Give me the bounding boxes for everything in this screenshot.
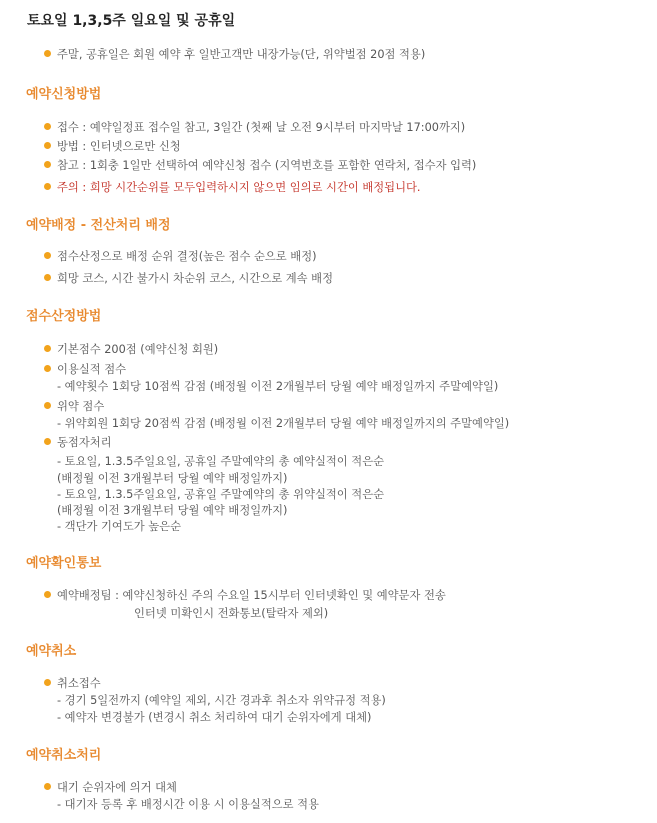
sub-item: - 예약횟수 1회당 10점씩 감점 (배정월 이전 2개월부터 당월 예약 배정일까지 주말예약일) bbox=[57, 380, 499, 393]
sub-item-continuation: (배정월 이전 3개월부터 당월 예약 배정일까지) bbox=[57, 504, 288, 517]
bullet-icon bbox=[44, 365, 51, 372]
bullet-icon bbox=[44, 123, 51, 130]
bullet-icon bbox=[44, 161, 51, 168]
list-item-text: 대기 순위자에 의거 대체 bbox=[57, 781, 177, 794]
sub-item: - 토요일, 1.3.5주일요일, 공휴일 주말예약의 총 예약실적이 적은순 bbox=[57, 455, 385, 468]
bullet-icon bbox=[44, 50, 51, 57]
list-item-text: 참고 : 1회충 1일만 선택하여 예약신청 접수 (지역번호를 포함한 연락처, 접수자 입력) bbox=[57, 159, 477, 172]
page-title: 토요일 1,3,5주 일요일 및 공휴일 bbox=[27, 13, 236, 29]
section-heading-cancel: 예약취소 bbox=[26, 644, 77, 659]
section-heading-apply: 예약신청방법 bbox=[26, 87, 102, 102]
bullet-icon bbox=[44, 345, 51, 352]
sub-item: - 객단가 기여도가 높은순 bbox=[57, 520, 181, 533]
list-item-text: 위약 점수 bbox=[57, 400, 105, 413]
list-item-text: 방법 : 인터넷으로만 신청 bbox=[57, 140, 181, 153]
warning-text: 주의 : 희망 시간순위를 모두입력하시지 않으면 임의로 시간이 배정됩니다. bbox=[57, 181, 421, 194]
bullet-icon bbox=[44, 252, 51, 259]
sub-item: - 토요일, 1.3.5주일요일, 공휴일 주말예약의 총 위약실적이 적은순 bbox=[57, 488, 385, 501]
sub-item: - 위약회원 1회당 20점씩 감점 (배정월 이전 2개월부터 당월 예약 배정일까지의 주말예약일) bbox=[57, 417, 510, 430]
sub-item: - 예약자 변경불가 (변경시 취소 처리하여 대기 순위자에게 대체) bbox=[57, 711, 372, 724]
list-item-text: 점수산정으로 배정 순위 결정(높은 점수 순으로 배정) bbox=[57, 250, 317, 263]
section-heading-confirm: 예약확인통보 bbox=[26, 556, 102, 571]
list-item-text: 기본점수 200점 (예약신청 회원) bbox=[57, 343, 219, 356]
list-item-text: 접수 : 예약일정표 접수일 참고, 3일간 (첫째 날 오전 9시부터 마지막날 17:00까지) bbox=[57, 121, 466, 134]
bullet-icon bbox=[44, 142, 51, 149]
section-heading-assign: 예약배정 - 전산처리 배정 bbox=[26, 218, 171, 233]
bullet-icon bbox=[44, 591, 51, 598]
sub-item-continuation: (배정월 이전 3개월부터 당월 예약 배정일까지) bbox=[57, 472, 288, 485]
sub-item-continuation: 인터넷 미확인시 전화통보(탈락자 제외) bbox=[134, 607, 329, 620]
list-item-text: 예약배정팀 : 예약신청하신 주의 수요일 15시부터 인터넷확인 및 예약문자 전송 bbox=[57, 589, 446, 602]
bullet-icon bbox=[44, 183, 51, 190]
bullet-icon bbox=[44, 274, 51, 281]
bullet-icon bbox=[44, 783, 51, 790]
bullet-icon bbox=[44, 402, 51, 409]
sub-item: - 경기 5일전까지 (예약일 제외, 시간 경과후 취소자 위약규정 적용) bbox=[57, 694, 386, 707]
list-item-text: 희망 코스, 시간 불가시 차순위 코스, 시간으로 계속 배정 bbox=[57, 272, 333, 285]
list-item-text: 이용실적 점수 bbox=[57, 363, 127, 376]
intro-note-text: 주말, 공휴일은 회원 예약 후 일반고객만 내장가능(단, 위약벌점 20점 적용) bbox=[57, 48, 426, 61]
list-item-text: 동점자처리 bbox=[57, 436, 112, 449]
list-item-text: 취소접수 bbox=[57, 677, 101, 690]
sub-item: - 대기자 등록 후 배정시간 이용 시 이용실적으로 적용 bbox=[57, 798, 319, 811]
section-heading-score: 점수산정방법 bbox=[26, 309, 102, 324]
section-heading-cancel-process: 예약취소처리 bbox=[26, 748, 102, 763]
bullet-icon bbox=[44, 438, 51, 445]
bullet-icon bbox=[44, 679, 51, 686]
